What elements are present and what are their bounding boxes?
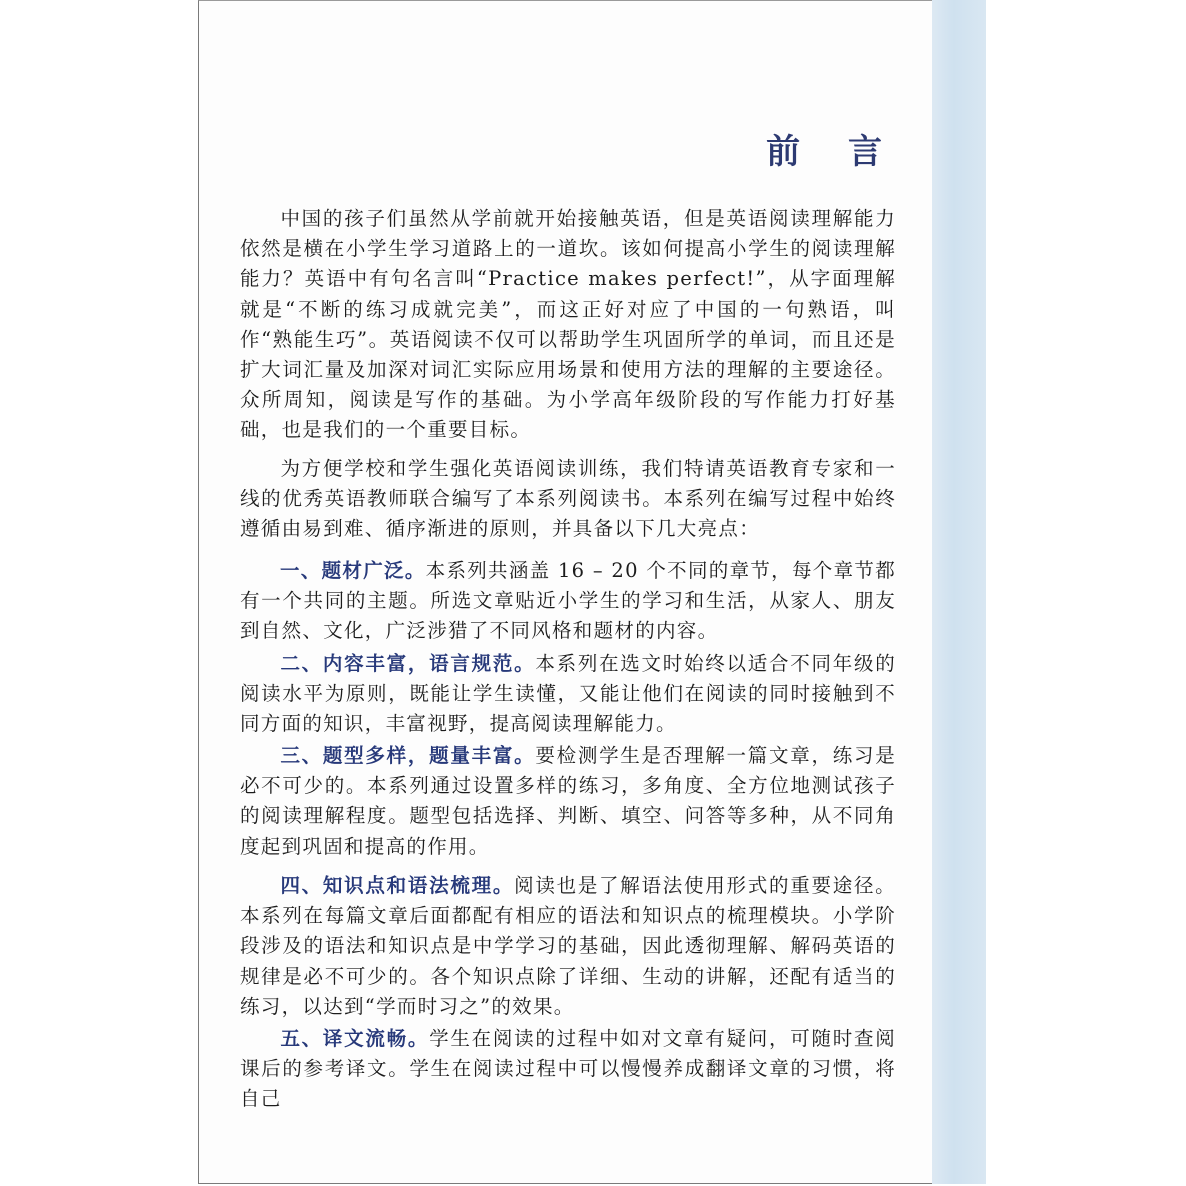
intro-paragraph-2-text: 为方便学校和学生强化英语阅读训练，我们特请英语教育专家和一线的优秀英语教师联合编写了本系列阅读书。本系列在编写过程中始终遵循由易到难、循序渐进的原则，并具备以下几大亮点： [240, 457, 896, 541]
highlight-2 [240, 649, 896, 740]
highlight-4-heading: 四、知识点和语法梳理。 [280, 874, 515, 897]
highlight-3-heading: 三、题型多样，题量丰富。 [280, 744, 536, 767]
highlight-3 [240, 741, 896, 862]
highlight-5 [240, 1024, 896, 1115]
highlight-1 [240, 556, 896, 647]
highlight-5-heading: 五、译文流畅。 [280, 1027, 430, 1050]
highlight-2-text: 本系列在选文时始终以适合不同年级的阅读水平为原则，既能让学生读懂，又能让他们在阅读的同时接触到不同方面的知识，丰富视野，提高阅读理解能力。 [240, 652, 896, 736]
intro-paragraph-1-text: 中国的孩子们虽然从学前就开始接触英语，但是英语阅读理解能力依然是横在小学生学习道路上的一道坎。该如何提高小学生的阅读理解能力？英语中有句名言叫“Practice makes perfect!”，从字面理解就是“不断的练习成就完美”，而这正好对应了中国的一句熟语，叫作“熟能生巧”。英语阅读不仅可以帮助学生巩固所学的单词，而且还是扩大词汇量及加深对词汇实际应用场景和使用方法的理解的主要途径。众所周知，阅读是写作的基础。为小学高年级阶段的写作能力打好基础，也是我们的一个重要目标。 [240, 207, 896, 442]
intro-paragraph-1 [240, 204, 896, 446]
page-title: 前 言 [766, 132, 900, 172]
intro-paragraph-2 [240, 454, 896, 545]
page-edge-strip [932, 0, 986, 1184]
highlight-1-text: 本系列共涵盖 16 – 20 个不同的章节，每个章节都有一个共同的主题。所选文章贴近小学生的学习和生活，从家人、朋友到自然、文化，广泛涉猎了不同风格和题材的内容。 [240, 559, 896, 643]
highlight-2-heading: 二、内容丰富，语言规范。 [280, 652, 536, 675]
highlight-5-text: 学生在阅读的过程中如对文章有疑问，可随时查阅课后的参考译文。学生在阅读过程中可以慢慢养成翻译文章的习惯，将自己 [240, 1027, 896, 1111]
highlight-4-text: 阅读也是了解语法使用形式的重要途径。本系列在每篇文章后面都配有相应的语法和知识点的梳理模块。小学阶段涉及的语法和知识点是中学学习的基础，因此透彻理解、解码英语的规律是必不可少的。各个知识点除了详细、生动的讲解，还配有适当的练习，以达到“学而时习之”的效果。 [240, 874, 896, 1018]
highlight-4 [240, 871, 896, 1022]
highlight-3-text: 要检测学生是否理解一篇文章，练习是必不可少的。本系列通过设置多样的练习，多角度、全方位地测试孩子的阅读理解程度。题型包括选择、判断、填空、问答等多种，从不同角度起到巩固和提高的作用。 [240, 744, 896, 858]
highlight-1-heading: 一、题材广泛。 [280, 559, 426, 582]
